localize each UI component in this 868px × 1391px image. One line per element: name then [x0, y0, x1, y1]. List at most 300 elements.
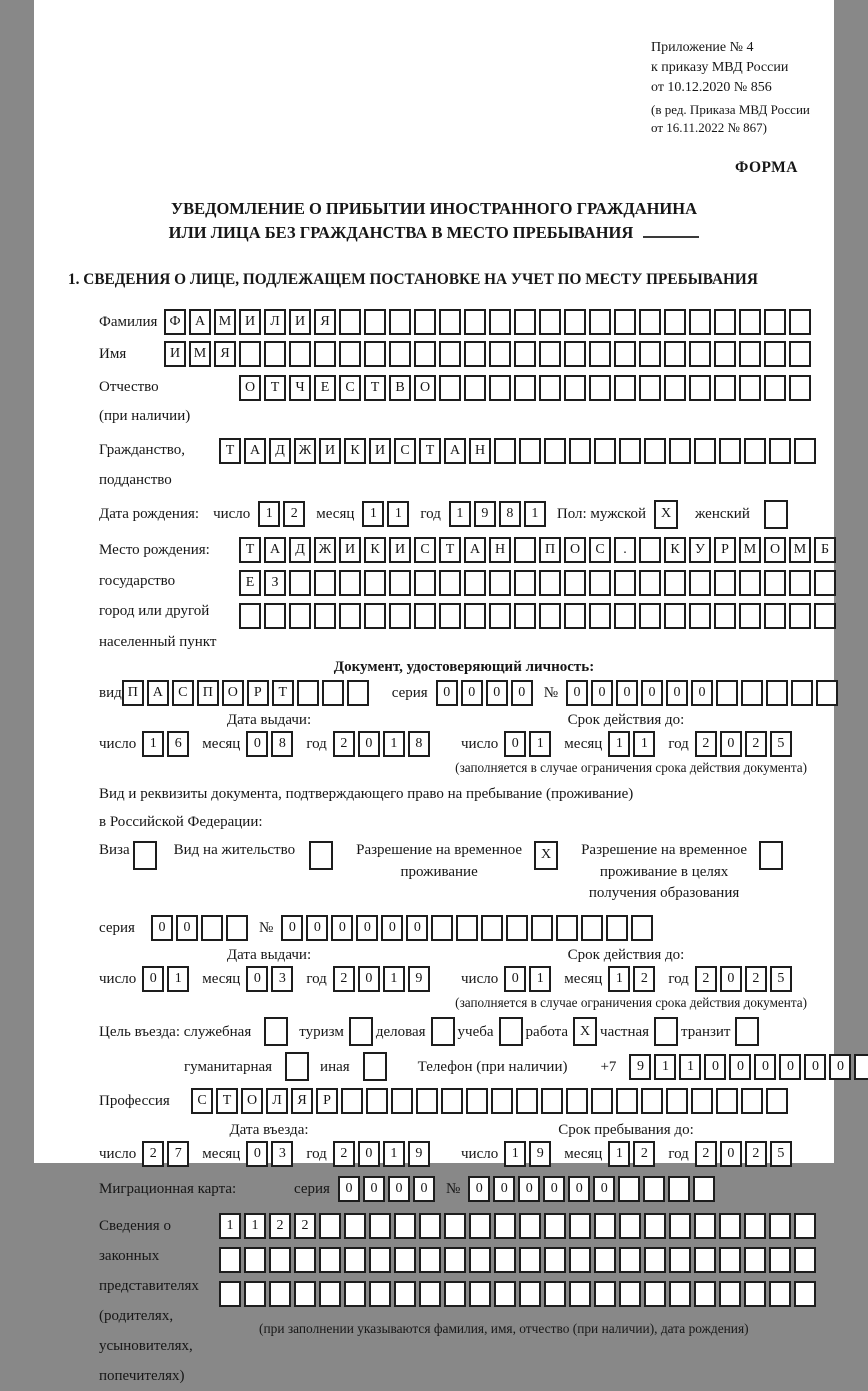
char-box[interactable]: 2	[333, 966, 355, 992]
char-box[interactable]	[539, 341, 561, 367]
char-box[interactable]	[714, 603, 736, 629]
char-box[interactable]	[631, 915, 653, 941]
char-box[interactable]	[219, 1281, 241, 1307]
char-box[interactable]	[419, 1247, 441, 1273]
char-box[interactable]	[344, 1247, 366, 1273]
char-box[interactable]	[564, 603, 586, 629]
char-box[interactable]	[719, 1213, 741, 1239]
char-box[interactable]: А	[444, 438, 466, 464]
char-box[interactable]	[469, 1281, 491, 1307]
char-box[interactable]	[489, 570, 511, 596]
char-box[interactable]: К	[664, 537, 686, 563]
char-box[interactable]: 1	[654, 1054, 676, 1080]
char-box[interactable]: 1	[633, 731, 655, 757]
char-box[interactable]: 0	[246, 966, 268, 992]
char-box[interactable]	[589, 375, 611, 401]
char-box[interactable]: Ж	[314, 537, 336, 563]
char-box[interactable]	[639, 537, 661, 563]
char-box[interactable]: Т	[239, 537, 261, 563]
char-box[interactable]	[464, 603, 486, 629]
char-box[interactable]	[714, 375, 736, 401]
char-box[interactable]: Т	[216, 1088, 238, 1114]
char-box[interactable]	[369, 1281, 391, 1307]
char-box[interactable]	[541, 1088, 563, 1114]
char-box[interactable]: 0	[388, 1176, 410, 1202]
char-box[interactable]	[344, 1213, 366, 1239]
char-box[interactable]: Е	[314, 375, 336, 401]
char-box[interactable]	[589, 309, 611, 335]
char-box[interactable]	[469, 1247, 491, 1273]
char-box[interactable]: И	[339, 537, 361, 563]
char-box[interactable]: Л	[266, 1088, 288, 1114]
char-box[interactable]	[544, 1247, 566, 1273]
char-box[interactable]	[539, 570, 561, 596]
char-box[interactable]	[364, 309, 386, 335]
char-box[interactable]	[694, 1213, 716, 1239]
char-box[interactable]: Е	[239, 570, 261, 596]
char-box[interactable]	[439, 375, 461, 401]
char-box[interactable]	[669, 438, 691, 464]
char-box[interactable]	[364, 570, 386, 596]
char-box[interactable]	[431, 1017, 455, 1046]
char-box[interactable]	[416, 1088, 438, 1114]
char-box[interactable]	[309, 841, 333, 870]
char-box[interactable]: 8	[499, 501, 521, 527]
char-box[interactable]: 0	[381, 915, 403, 941]
char-box[interactable]	[569, 1281, 591, 1307]
char-box[interactable]	[289, 570, 311, 596]
char-box[interactable]: 0	[468, 1176, 490, 1202]
char-box[interactable]	[589, 570, 611, 596]
char-box[interactable]: 1	[608, 1141, 630, 1167]
char-box[interactable]	[366, 1088, 388, 1114]
char-box[interactable]	[735, 1017, 759, 1046]
char-box[interactable]	[769, 1281, 791, 1307]
char-box[interactable]: 0	[691, 680, 713, 706]
char-box[interactable]	[133, 841, 157, 870]
char-box[interactable]: И	[319, 438, 341, 464]
char-box[interactable]: С	[172, 680, 194, 706]
char-box[interactable]: А	[189, 309, 211, 335]
char-box[interactable]: 1	[362, 501, 384, 527]
char-box[interactable]: Р	[316, 1088, 338, 1114]
char-box[interactable]	[201, 915, 223, 941]
char-box[interactable]: О	[239, 375, 261, 401]
char-box[interactable]	[694, 1281, 716, 1307]
char-box[interactable]	[739, 309, 761, 335]
char-box[interactable]	[694, 438, 716, 464]
char-box[interactable]: Н	[489, 537, 511, 563]
char-box[interactable]	[514, 603, 536, 629]
char-box[interactable]	[514, 341, 536, 367]
char-box[interactable]	[564, 570, 586, 596]
char-box[interactable]	[414, 309, 436, 335]
char-box[interactable]	[714, 341, 736, 367]
char-box[interactable]: 1	[449, 501, 471, 527]
char-box[interactable]	[489, 309, 511, 335]
char-box[interactable]	[319, 1213, 341, 1239]
char-box[interactable]	[494, 438, 516, 464]
char-box[interactable]	[739, 375, 761, 401]
char-box[interactable]	[347, 680, 369, 706]
char-box[interactable]: 1	[529, 966, 551, 992]
char-box[interactable]	[816, 680, 838, 706]
char-box[interactable]: 0	[729, 1054, 751, 1080]
char-box[interactable]: 0	[720, 966, 742, 992]
char-box[interactable]: 1	[383, 1141, 405, 1167]
char-box[interactable]: 5	[770, 1141, 792, 1167]
char-box[interactable]	[244, 1247, 266, 1273]
char-box[interactable]	[514, 309, 536, 335]
char-box[interactable]	[341, 1088, 363, 1114]
char-box[interactable]	[564, 375, 586, 401]
char-box[interactable]	[464, 341, 486, 367]
char-box[interactable]	[664, 309, 686, 335]
char-box[interactable]: М	[189, 341, 211, 367]
char-box[interactable]: О	[414, 375, 436, 401]
char-box[interactable]: 0	[566, 680, 588, 706]
char-box[interactable]: 0	[363, 1176, 385, 1202]
char-box[interactable]	[569, 438, 591, 464]
char-box[interactable]	[389, 341, 411, 367]
char-box[interactable]	[744, 1247, 766, 1273]
char-box[interactable]	[464, 570, 486, 596]
char-box[interactable]: 9	[408, 966, 430, 992]
char-box[interactable]	[489, 375, 511, 401]
char-box[interactable]	[389, 570, 411, 596]
char-box[interactable]	[389, 603, 411, 629]
char-box[interactable]	[519, 1213, 541, 1239]
char-box[interactable]: 0	[246, 731, 268, 757]
char-box[interactable]	[441, 1088, 463, 1114]
char-box[interactable]: С	[191, 1088, 213, 1114]
char-box[interactable]: И	[289, 309, 311, 335]
char-box[interactable]: Д	[289, 537, 311, 563]
char-box[interactable]	[439, 570, 461, 596]
char-box[interactable]	[616, 1088, 638, 1114]
char-box[interactable]	[744, 1281, 766, 1307]
char-box[interactable]: С	[394, 438, 416, 464]
char-box[interactable]: 0	[358, 731, 380, 757]
char-box[interactable]: 1	[529, 731, 551, 757]
char-box[interactable]: Т	[364, 375, 386, 401]
char-box[interactable]	[719, 1247, 741, 1273]
char-box[interactable]: 1	[608, 966, 630, 992]
char-box[interactable]	[814, 603, 836, 629]
char-box[interactable]	[294, 1281, 316, 1307]
char-box[interactable]	[669, 1281, 691, 1307]
char-box[interactable]	[419, 1281, 441, 1307]
char-box[interactable]: Т	[439, 537, 461, 563]
char-box[interactable]	[606, 915, 628, 941]
char-box[interactable]: 2	[633, 966, 655, 992]
char-box[interactable]	[219, 1247, 241, 1273]
char-box[interactable]	[614, 341, 636, 367]
char-box[interactable]	[854, 1054, 868, 1080]
char-box[interactable]: 0	[338, 1176, 360, 1202]
char-box[interactable]: 0	[356, 915, 378, 941]
char-box[interactable]: Я	[214, 341, 236, 367]
char-box[interactable]	[589, 603, 611, 629]
char-box[interactable]	[269, 1281, 291, 1307]
char-box[interactable]	[739, 603, 761, 629]
char-box[interactable]: 0	[504, 731, 526, 757]
char-box[interactable]	[581, 915, 603, 941]
char-box[interactable]	[794, 438, 816, 464]
char-box[interactable]	[769, 1213, 791, 1239]
char-box[interactable]	[666, 1088, 688, 1114]
char-box[interactable]	[414, 603, 436, 629]
char-box[interactable]	[456, 915, 478, 941]
char-box[interactable]: .	[614, 537, 636, 563]
char-box[interactable]: 1	[383, 966, 405, 992]
char-box[interactable]	[414, 341, 436, 367]
char-box[interactable]	[489, 341, 511, 367]
char-box[interactable]	[614, 603, 636, 629]
char-box[interactable]: 2	[745, 731, 767, 757]
char-box[interactable]: Я	[314, 309, 336, 335]
char-box[interactable]	[531, 915, 553, 941]
char-box[interactable]	[344, 1281, 366, 1307]
char-box[interactable]: 0	[358, 1141, 380, 1167]
char-box[interactable]	[814, 570, 836, 596]
char-box[interactable]	[739, 570, 761, 596]
char-box[interactable]: 0	[281, 915, 303, 941]
char-box[interactable]	[789, 309, 811, 335]
char-box[interactable]	[285, 1052, 309, 1081]
char-box[interactable]: 2	[695, 731, 717, 757]
char-box[interactable]	[719, 438, 741, 464]
char-box[interactable]: 0	[493, 1176, 515, 1202]
char-box[interactable]	[444, 1281, 466, 1307]
char-box[interactable]	[639, 309, 661, 335]
char-box[interactable]: 1	[387, 501, 409, 527]
char-box[interactable]: 0	[641, 680, 663, 706]
char-box[interactable]	[744, 438, 766, 464]
char-box[interactable]: 0	[331, 915, 353, 941]
char-box[interactable]: 0	[568, 1176, 590, 1202]
char-box[interactable]	[669, 1213, 691, 1239]
char-box[interactable]	[794, 1213, 816, 1239]
char-box[interactable]: Т	[264, 375, 286, 401]
char-box[interactable]: 1	[167, 966, 189, 992]
char-box[interactable]: 0	[486, 680, 508, 706]
char-box[interactable]: 2	[745, 1141, 767, 1167]
char-box[interactable]: З	[264, 570, 286, 596]
char-box[interactable]: 1	[258, 501, 280, 527]
char-box[interactable]: 8	[271, 731, 293, 757]
char-box[interactable]	[369, 1213, 391, 1239]
char-box[interactable]	[539, 309, 561, 335]
char-box[interactable]: П	[197, 680, 219, 706]
char-box[interactable]: 0	[306, 915, 328, 941]
char-box[interactable]	[594, 1281, 616, 1307]
char-box[interactable]	[264, 1017, 288, 1046]
char-box[interactable]	[544, 1213, 566, 1239]
char-box[interactable]: Р	[247, 680, 269, 706]
char-box[interactable]: 0	[511, 680, 533, 706]
char-box[interactable]: 0	[704, 1054, 726, 1080]
char-box[interactable]	[741, 680, 763, 706]
char-box[interactable]: 0	[779, 1054, 801, 1080]
char-box[interactable]	[339, 341, 361, 367]
char-box[interactable]	[519, 1247, 541, 1273]
char-box[interactable]	[594, 1213, 616, 1239]
char-box[interactable]	[314, 603, 336, 629]
char-box[interactable]: X	[654, 500, 678, 529]
char-box[interactable]: О	[222, 680, 244, 706]
char-box[interactable]	[664, 375, 686, 401]
char-box[interactable]	[349, 1017, 373, 1046]
char-box[interactable]: X	[573, 1017, 597, 1046]
char-box[interactable]	[689, 603, 711, 629]
char-box[interactable]	[764, 309, 786, 335]
char-box[interactable]: 6	[167, 731, 189, 757]
char-box[interactable]	[794, 1281, 816, 1307]
char-box[interactable]	[619, 1213, 641, 1239]
char-box[interactable]	[289, 341, 311, 367]
char-box[interactable]: 0	[518, 1176, 540, 1202]
char-box[interactable]: У	[689, 537, 711, 563]
char-box[interactable]: М	[214, 309, 236, 335]
char-box[interactable]	[494, 1281, 516, 1307]
char-box[interactable]	[644, 1281, 666, 1307]
char-box[interactable]	[739, 341, 761, 367]
char-box[interactable]	[481, 915, 503, 941]
char-box[interactable]	[618, 1176, 640, 1202]
char-box[interactable]: 2	[142, 1141, 164, 1167]
char-box[interactable]: 2	[695, 1141, 717, 1167]
char-box[interactable]	[716, 680, 738, 706]
char-box[interactable]	[589, 341, 611, 367]
char-box[interactable]	[364, 341, 386, 367]
char-box[interactable]	[564, 309, 586, 335]
char-box[interactable]	[414, 570, 436, 596]
char-box[interactable]	[689, 375, 711, 401]
char-box[interactable]	[494, 1213, 516, 1239]
char-box[interactable]	[314, 341, 336, 367]
char-box[interactable]: 2	[269, 1213, 291, 1239]
char-box[interactable]: 0	[666, 680, 688, 706]
char-box[interactable]	[297, 680, 319, 706]
char-box[interactable]: 9	[529, 1141, 551, 1167]
char-box[interactable]	[691, 1088, 713, 1114]
char-box[interactable]: 0	[754, 1054, 776, 1080]
char-box[interactable]: Ч	[289, 375, 311, 401]
char-box[interactable]	[591, 1088, 613, 1114]
char-box[interactable]	[431, 915, 453, 941]
char-box[interactable]	[769, 1247, 791, 1273]
char-box[interactable]	[566, 1088, 588, 1114]
char-box[interactable]	[439, 603, 461, 629]
char-box[interactable]	[466, 1088, 488, 1114]
char-box[interactable]	[619, 438, 641, 464]
char-box[interactable]: М	[739, 537, 761, 563]
char-box[interactable]: 0	[176, 915, 198, 941]
char-box[interactable]	[643, 1176, 665, 1202]
char-box[interactable]	[766, 680, 788, 706]
char-box[interactable]: Р	[714, 537, 736, 563]
char-box[interactable]	[644, 1213, 666, 1239]
char-box[interactable]	[639, 375, 661, 401]
char-box[interactable]: 1	[679, 1054, 701, 1080]
char-box[interactable]	[664, 570, 686, 596]
char-box[interactable]: П	[539, 537, 561, 563]
char-box[interactable]: 0	[142, 966, 164, 992]
char-box[interactable]	[489, 603, 511, 629]
char-box[interactable]	[693, 1176, 715, 1202]
char-box[interactable]: 3	[271, 1141, 293, 1167]
char-box[interactable]: 0	[151, 915, 173, 941]
char-box[interactable]: 0	[504, 966, 526, 992]
char-box[interactable]: 7	[167, 1141, 189, 1167]
char-box[interactable]	[322, 680, 344, 706]
char-box[interactable]: С	[414, 537, 436, 563]
char-box[interactable]	[668, 1176, 690, 1202]
char-box[interactable]	[514, 570, 536, 596]
char-box[interactable]: 0	[616, 680, 638, 706]
char-box[interactable]: Т	[419, 438, 441, 464]
char-box[interactable]: 0	[413, 1176, 435, 1202]
char-box[interactable]	[369, 1247, 391, 1273]
char-box[interactable]: А	[264, 537, 286, 563]
char-box[interactable]: 1	[383, 731, 405, 757]
char-box[interactable]	[516, 1088, 538, 1114]
char-box[interactable]	[244, 1281, 266, 1307]
char-box[interactable]	[741, 1088, 763, 1114]
char-box[interactable]	[514, 537, 536, 563]
char-box[interactable]	[239, 341, 261, 367]
char-box[interactable]	[766, 1088, 788, 1114]
char-box[interactable]	[363, 1052, 387, 1081]
char-box[interactable]	[789, 570, 811, 596]
char-box[interactable]	[519, 1281, 541, 1307]
char-box[interactable]	[394, 1213, 416, 1239]
char-box[interactable]	[519, 438, 541, 464]
char-box[interactable]: 0	[406, 915, 428, 941]
char-box[interactable]	[759, 841, 783, 870]
char-box[interactable]	[639, 341, 661, 367]
char-box[interactable]: Ф	[164, 309, 186, 335]
char-box[interactable]: 0	[543, 1176, 565, 1202]
char-box[interactable]: 0	[358, 966, 380, 992]
char-box[interactable]: Л	[264, 309, 286, 335]
char-box[interactable]	[319, 1281, 341, 1307]
char-box[interactable]: 9	[408, 1141, 430, 1167]
char-box[interactable]: 0	[720, 731, 742, 757]
char-box[interactable]: Т	[219, 438, 241, 464]
char-box[interactable]: Д	[269, 438, 291, 464]
char-box[interactable]: 5	[770, 731, 792, 757]
char-box[interactable]	[419, 1213, 441, 1239]
char-box[interactable]: Н	[469, 438, 491, 464]
char-box[interactable]: 1	[524, 501, 546, 527]
char-box[interactable]	[764, 603, 786, 629]
char-box[interactable]	[594, 438, 616, 464]
char-box[interactable]: 0	[720, 1141, 742, 1167]
char-box[interactable]: И	[164, 341, 186, 367]
char-box[interactable]	[641, 1088, 663, 1114]
char-box[interactable]	[394, 1281, 416, 1307]
char-box[interactable]	[689, 309, 711, 335]
char-box[interactable]: 9	[474, 501, 496, 527]
char-box[interactable]: 5	[770, 966, 792, 992]
char-box[interactable]: 0	[804, 1054, 826, 1080]
char-box[interactable]	[339, 570, 361, 596]
char-box[interactable]: 0	[593, 1176, 615, 1202]
char-box[interactable]	[339, 603, 361, 629]
char-box[interactable]	[319, 1247, 341, 1273]
